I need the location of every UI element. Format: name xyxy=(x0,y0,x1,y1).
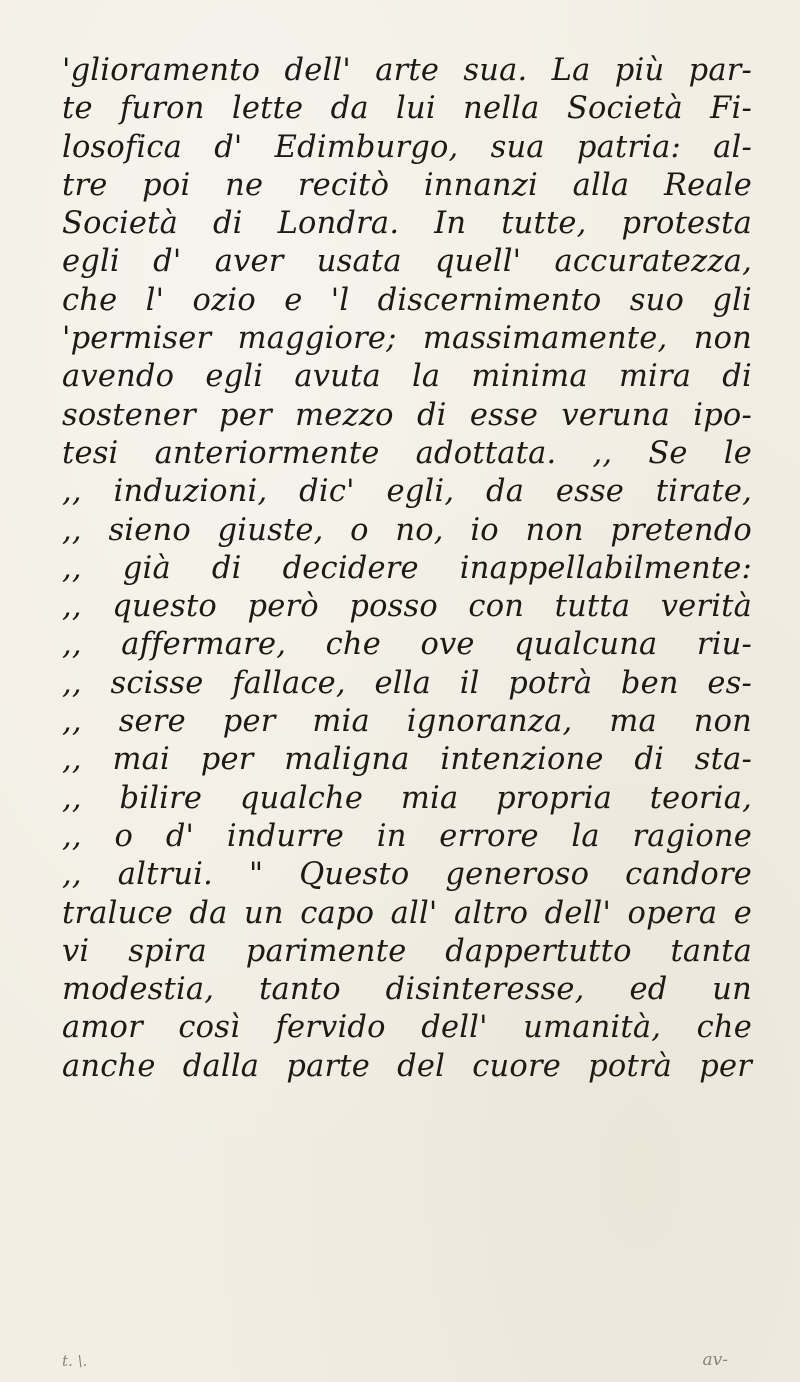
text-line: 'permiser maggiore; massimamente, non xyxy=(62,321,752,357)
text-line: tesi anteriormente adottata. ,, Se le xyxy=(62,435,752,471)
text-line: 'glioramento dell' arte sua. La più par- xyxy=(62,53,752,88)
page-footer xyxy=(62,1348,752,1374)
text-line: Società di Londra. In tutte, protesta xyxy=(62,206,752,242)
quoted-line: ,, bilire qualche mia propria teoria, xyxy=(62,780,752,816)
quoted-line: ,, questo però posso con tutta verità xyxy=(62,589,752,625)
text-line: sostener per mezzo di esse veruna ipo- xyxy=(62,397,752,433)
catchword: av- xyxy=(702,1350,728,1370)
signature-mark: t. \. xyxy=(62,1352,88,1370)
quoted-line: ,, o d' indurre in errore la ragione xyxy=(62,818,752,854)
text-line: te furon lette da lui nella Società Fi- xyxy=(62,91,752,127)
quoted-line: ,, affermare, che ove qualcuna riu- xyxy=(62,627,752,663)
text-line: tre poi ne recitò innanzi alla Reale xyxy=(62,167,752,203)
text-line: che l' ozio e 'l discernimento suo gli xyxy=(62,282,752,318)
quoted-line: ,, induzioni, dic' egli, da esse tirate, xyxy=(62,474,752,510)
quoted-line: ,, sieno giuste, o no, io non pretendo xyxy=(62,512,752,548)
text-line: egli d' aver usata quell' accuratezza, xyxy=(62,244,752,280)
text-line: traluce da un capo all' altro dell' opera e xyxy=(62,895,752,931)
quoted-line: ,, già di decidere inappellabilmente: xyxy=(62,550,752,586)
text-line: amor così fervido dell' umanità, che xyxy=(62,1010,752,1046)
text-line: avendo egli avuta la minima mira di xyxy=(62,359,752,395)
text-line: anche dalla parte del cuore potrà per xyxy=(62,1048,752,1084)
body-text xyxy=(62,52,752,1086)
text-line: modestia, tanto disinteresse, ed un xyxy=(62,972,752,1008)
quoted-line: ,, scisse fallace, ella il potrà ben es- xyxy=(62,665,752,701)
text-line: vi spira parimente dappertutto tanta xyxy=(62,933,752,969)
quoted-line: ,, sere per mia ignoranza, ma non xyxy=(62,704,752,740)
text-line: losofica d' Edimburgo, sua patria: al- xyxy=(62,129,752,165)
quoted-line: ,, altrui. " Questo generoso candore xyxy=(62,857,752,893)
quoted-line: ,, mai per maligna intenzione di sta- xyxy=(62,742,752,778)
